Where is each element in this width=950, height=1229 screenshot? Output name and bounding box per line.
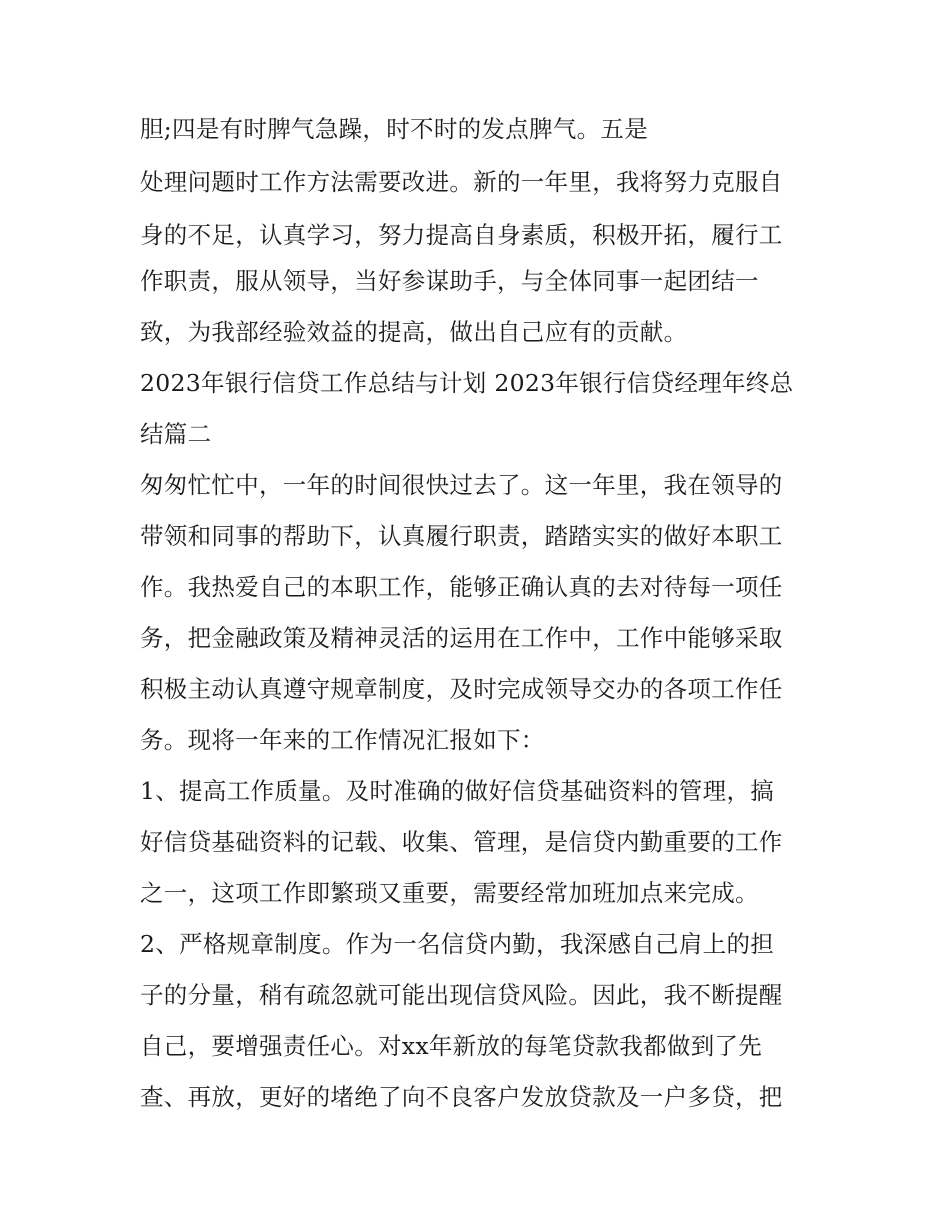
text-line: 胆;四是有时脾气急躁，时不时的发点脾气。五是 (140, 115, 649, 143)
heading-line: 2023年银行信贷工作总结与计划 2023年银行信贷经理年终总 (140, 369, 794, 397)
text-line: 作职责，服从领导，当好参谋助手，与全体同事一起团结一 (140, 267, 759, 295)
text-line: 查、再放，更好的堵绝了向不良客户发放贷款及一户多贷，把 (140, 1083, 783, 1111)
text-line: 自己，要增强责任心。对xx年新放的每笔贷款我都做到了先 (140, 1032, 763, 1060)
text-line: 务。现将一年来的工作情况汇报如下： (140, 726, 545, 754)
text-line: 子的分量，稍有疏忽就可能出现信贷风险。因此，我不断提醒 (140, 981, 783, 1009)
text-line: 致，为我部经验效益的提高，做出自己应有的贡献。 (140, 318, 688, 346)
text-line: 作。我热爱自己的本职工作，能够正确认真的去对待每一项任 (140, 573, 783, 601)
text-line: 带领和同事的帮助下，认真履行职责，踏踏实实的做好本职工 (140, 522, 783, 550)
text-line: 好信贷基础资料的记载、收集、管理，是信贷内勤重要的工作 (140, 828, 783, 856)
text-line: 务，把金融政策及精神灵活的运用在工作中，工作中能够采取 (140, 624, 783, 652)
text-line: 1、提高工作质量。及时准确的做好信贷基础资料的管理，搞 (140, 777, 775, 805)
text-line: 2、严格规章制度。作为一名信贷内勤，我深感自己肩上的担 (140, 930, 775, 958)
text-line: 积极主动认真遵守规章制度，及时完成领导交办的各项工作任 (140, 675, 783, 703)
text-line: 处理问题时工作方法需要改进。新的一年里，我将努力克服自 (140, 168, 783, 196)
text-line: 之一，这项工作即繁琐又重要，需要经常加班加点来完成。 (140, 879, 759, 907)
heading-line: 结篇二 (140, 420, 212, 448)
text-line: 匆匆忙忙中，一年的时间很快过去了。这一年里，我在领导的 (140, 471, 783, 499)
text-line: 身的不足，认真学习，努力提高自身素质，积极开拓，履行工 (140, 221, 783, 249)
